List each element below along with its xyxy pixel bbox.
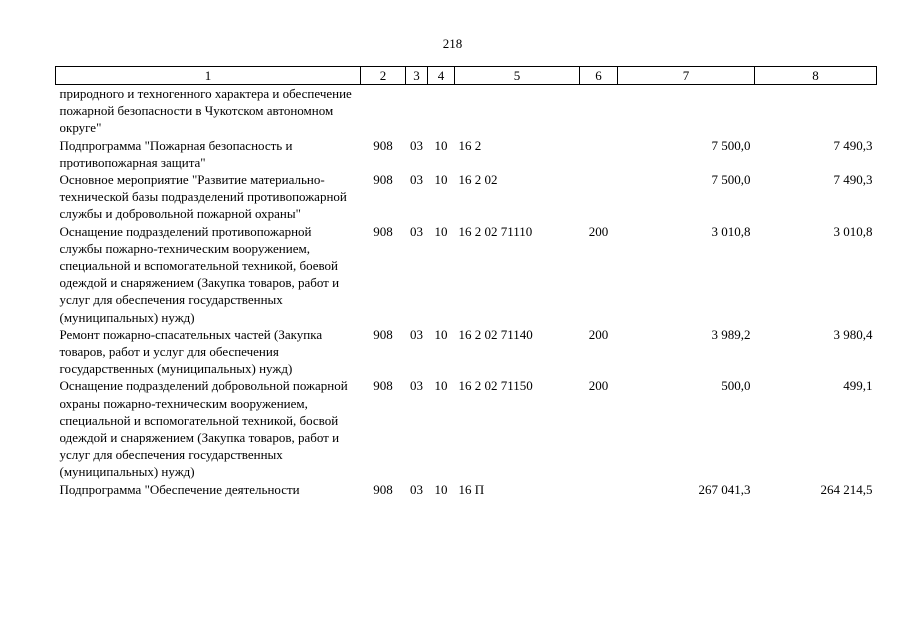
row-amount1-cell: 7 500,0 — [711, 172, 751, 188]
row-amount1-cell: 267 041,3 — [698, 481, 751, 497]
page-number: 218 — [442, 36, 463, 51]
row-rz-cell: 03 — [410, 326, 423, 342]
budget-table — [55, 66, 877, 498]
table-row — [56, 326, 877, 378]
row-vr-cell — [580, 171, 618, 223]
row-pr-cell: 10 — [434, 378, 448, 394]
row-amount1-cell: 3 010,8 — [711, 223, 751, 239]
row-gr-cell: 908 — [373, 326, 393, 342]
row-gr-cell: 908 — [373, 378, 393, 394]
row-cs-cell: 16 2 — [458, 137, 482, 153]
row-amount2-cell: 499,1 — [843, 378, 873, 394]
row-rz-cell: 03 — [410, 378, 423, 394]
row-cs-cell: 16 2 02 71110 — [458, 223, 533, 239]
row-amount1-cell — [618, 85, 755, 137]
row-gr-cell — [361, 85, 406, 137]
table-row — [56, 137, 877, 171]
row-vr-cell: 200 — [588, 223, 609, 239]
column-header: 8 — [755, 67, 877, 85]
row-rz-cell — [406, 85, 428, 137]
table-row — [56, 223, 877, 326]
row-pr-cell: 10 — [434, 137, 448, 153]
row-amount2-cell: 3 980,4 — [833, 326, 873, 342]
column-header: 6 — [580, 67, 618, 85]
row-amount2-cell: 7 490,3 — [833, 172, 873, 188]
row-gr-cell: 908 — [373, 223, 393, 239]
row-gr-cell: 908 — [373, 481, 393, 497]
table-row — [56, 377, 877, 480]
column-header: 4 — [428, 67, 455, 85]
row-cs-cell: 16 2 02 — [458, 172, 498, 188]
column-header: 2 — [361, 67, 406, 85]
row-amount2-cell — [755, 85, 877, 137]
row-vr-cell: 200 — [588, 378, 609, 394]
row-name-cell: Основное мероприятие "Развитие материально-технической базы подразделений противопожарной службы и добровольной пожарной охраны" — [59, 172, 347, 222]
column-header: 7 — [618, 67, 755, 85]
column-header: 5 — [455, 67, 580, 85]
row-vr-cell — [580, 481, 618, 498]
row-amount2-cell: 264 214,5 — [820, 481, 873, 497]
row-pr-cell — [428, 85, 455, 137]
row-gr-cell: 908 — [373, 137, 393, 153]
row-pr-cell: 10 — [434, 326, 448, 342]
table-row — [56, 171, 877, 223]
row-cs-cell — [455, 85, 580, 137]
row-amount1-cell: 3 989,2 — [711, 326, 751, 342]
header-row — [56, 67, 877, 85]
row-name-cell: Подпрограмма "Обеспечение деятельности — [59, 481, 300, 497]
row-pr-cell: 10 — [434, 172, 448, 188]
row-rz-cell: 03 — [410, 172, 423, 188]
row-name-cell: Ремонт пожарно-спасательных частей (Закупка товаров, работ и услуг для обеспечения государственных (муниципальных) нужд) — [59, 326, 323, 377]
row-amount1-cell: 7 500,0 — [711, 137, 751, 153]
row-amount1-cell: 500,0 — [721, 378, 751, 394]
row-rz-cell: 03 — [410, 481, 423, 497]
table-row — [56, 85, 877, 137]
column-header: 1 — [56, 67, 361, 85]
column-header: 3 — [406, 67, 428, 85]
row-pr-cell: 10 — [434, 223, 448, 239]
row-vr-cell — [580, 85, 618, 137]
row-rz-cell: 03 — [410, 137, 423, 153]
row-amount2-cell: 3 010,8 — [833, 223, 873, 239]
row-cs-cell: 16 П — [458, 481, 485, 497]
row-name-cell: Оснащение подразделений противопожарной службы пожарно-техническим вооружением, специальной и вспомогательной техникой, боевой одеждой и снаряжением (Закупка товаров, работ и услуг для обеспечения государственных (муниципальных) нужд) — [59, 223, 340, 325]
row-cs-cell: 16 2 02 71140 — [458, 326, 533, 342]
row-name-cell: Оснащение подразделений добровольной пожарной охраны пожарно-техническим вооружением, специальной и вспомогательной техникой, босвой одеждой и снаряжением (Закупка товаров, работ и услуг для обеспечения государственных (муниципальных) нужд) — [59, 378, 348, 480]
row-pr-cell: 10 — [434, 481, 448, 497]
row-name-cell: Подпрограмма "Пожарная безопасность и противопожарная защита" — [59, 137, 293, 170]
row-name-cell: природного и техногенного характера и обеспечение пожарной безопасности в Чукотском автономном округе" — [59, 86, 352, 136]
row-vr-cell — [580, 137, 618, 171]
table-row — [56, 481, 877, 498]
row-cs-cell: 16 2 02 71150 — [458, 378, 533, 394]
row-gr-cell: 908 — [373, 172, 393, 188]
row-amount2-cell: 7 490,3 — [833, 137, 873, 153]
row-rz-cell: 03 — [410, 223, 423, 239]
row-vr-cell: 200 — [588, 326, 609, 342]
